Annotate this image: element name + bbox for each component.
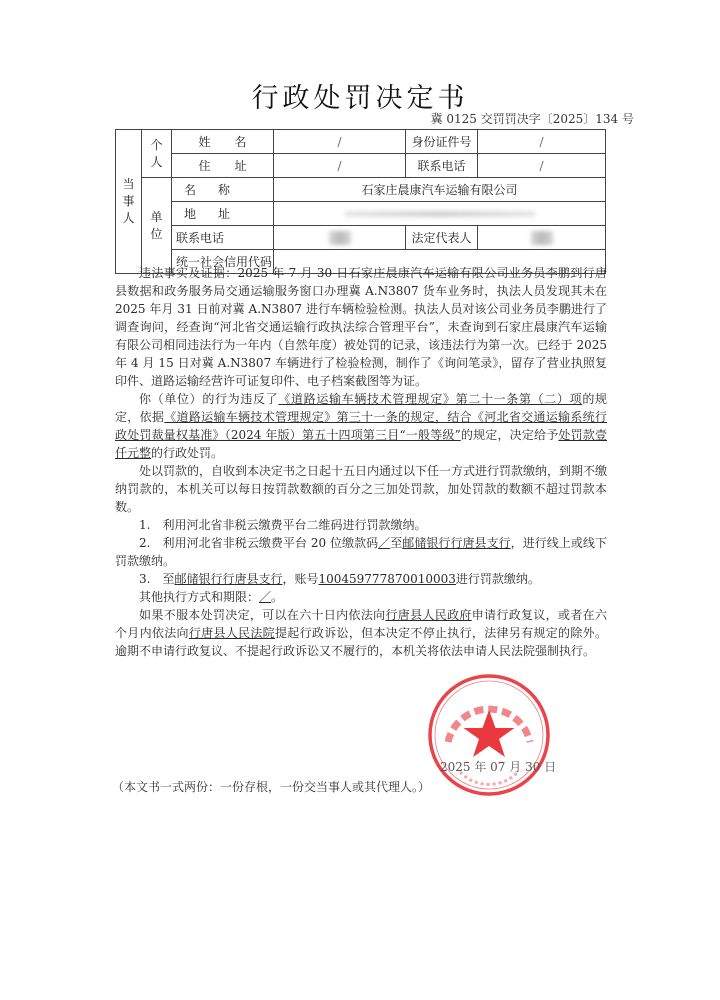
document-title: 行政处罚决定书 [251,83,469,114]
payment-method-3 [115,570,607,588]
other-methods-value: ／ [259,590,272,604]
basis-text-1: 你（单位）的行为违反了 [139,392,279,406]
bank-name: 邮储银行行唐县支行 [402,536,511,550]
legal-rep-value [478,226,606,250]
phone-value: / [478,154,606,178]
violation-basis [115,390,607,462]
unit-name-value: 石家庄晨康汽车运输有限公司 [274,178,606,202]
name-label: 姓 名 [172,130,274,154]
payment-method-2 [115,534,607,570]
unit-address-label: 地址 [172,202,274,226]
method-3-text-3: 进行罚款缴纳。 [455,572,540,586]
decision-body [115,264,607,660]
basis-text-2: 的规定，依据 [115,392,607,424]
copies-note: （本文书一式两份：一份存根，一份交当事人或其代理人。） [112,780,431,794]
unit-name-label: 名称 [172,178,274,202]
name-value: / [274,130,406,154]
id-number-label: 身份证件号 [406,130,478,154]
violated-regulation: 《道路运输车辆技术管理规定》第二十一条第（二）项 [278,392,583,406]
unit-phone-value [274,226,406,250]
issue-date: 2025 年 07 月 30 日 [440,760,557,774]
credit-code-label: 统一社会信用代码 [172,250,274,274]
method-3-text-1: 3. 至 [139,572,175,586]
bank-name-2: 邮储银行行唐县支行 [174,572,283,586]
address-label: 住 址 [172,154,274,178]
phone-label: 联系电话 [406,154,478,178]
appeal-text-3: 提起行政诉讼，但本决定不停止执行，法律另有规定的除外。逾期不申请行政复议、不提起行政诉讼又不履行的，本机关将依法申请人民法院强制执行。 [115,626,607,658]
address-value: / [274,154,406,178]
penalty-amount: 处罚款壹仟元整 [115,428,607,460]
unit-address-value [274,202,606,226]
legal-basis: 《道路运输车辆技术管理规定》第三十一条的规定，结合《河北省交通运输系统行政处罚裁量权基准》（2024 年版）第五十四项第三目“一般等级” [115,410,607,442]
appeal-rights [115,606,607,660]
unit-label: 单位 [142,178,172,274]
appeal-text-1: 如果不服本处罚决定，可以在六十日内依法向 [139,608,386,622]
other-methods-text: 其他执行方式和期限： [139,590,260,604]
individual-label: 个人 [142,130,172,178]
method-3-text-2: ，账号 [282,572,319,586]
basis-text-4: 的行政处罚。 [151,446,224,460]
court-name: 行唐县人民法院 [188,626,275,640]
redaction-mask [531,231,553,245]
party-label [116,130,142,274]
official-seal-icon [426,672,552,798]
party-info-table [115,129,606,274]
other-methods-end: 。 [271,590,284,604]
review-authority: 行唐县人民政府 [385,608,472,622]
legal-rep-label: 法定代表人 [406,226,478,250]
document-number: 冀 0125 交罚罚决字〔2025〕134 号 [430,112,634,126]
method-2-text-2: 至 [390,536,403,550]
payment-method-1: 1. 利用河北省非税云缴费平台二维码进行罚款缴纳。 [139,518,427,532]
violation-facts: 违法事实及证据：2025 年 7 月 30 日石家庄晨康汽车运输有限公司业务员李鹏到行唐县数据和政务服务局交通运输服务窗口办理冀 A.N3807 货车业务时，执法人员发现其未在 2025 年月 31 日前对冀 A.N3807 进行车辆检验检测。执法人员对该公司业务员李鹏进行了调查询问，经查询“河北省交通运输行政执法综合管理平台”，未查询到石家庄晨康汽车运输有限公司相同违法行为一年内（自然年度）被处罚的记录，该违法行为第一次。已经于 2025 年 4 月 15 日对冀 A.N3807 车辆进行了检验检测，制作了《询问笔录》，留存了营业执照复印件、道路运输经营许可证复印件、电子档案截图等为证。 [115,266,607,388]
method-2-text-3: ，进行线上或线下罚款缴纳。 [115,536,607,568]
other-methods [115,588,607,606]
method-2-text-1: 2. 利用河北省非税云缴费平台 20 位缴款码 [139,536,379,550]
id-number-value: / [478,130,606,154]
party-label-text: 当事人 [122,177,135,225]
payment-code: ／ [378,536,391,550]
bank-account-number: 100459777870010003 [318,572,456,586]
appeal-text-2: 申请行政复议，或者在六个月内依法向 [115,608,607,640]
unit-phone-label: 联系电话 [172,226,274,250]
payment-instructions: 处以罚款的，自收到本决定书之日起十五日内通过以下任一方式进行罚款缴纳，到期不缴纳罚款的，本机关可以每日按罚款数额的百分之三加处罚款，加处罚款的数额不超过罚款本数。 [115,464,608,514]
redaction-mask [345,211,535,217]
redaction-mask [329,231,351,245]
basis-text-3: 的规定，决定给予 [460,428,559,442]
